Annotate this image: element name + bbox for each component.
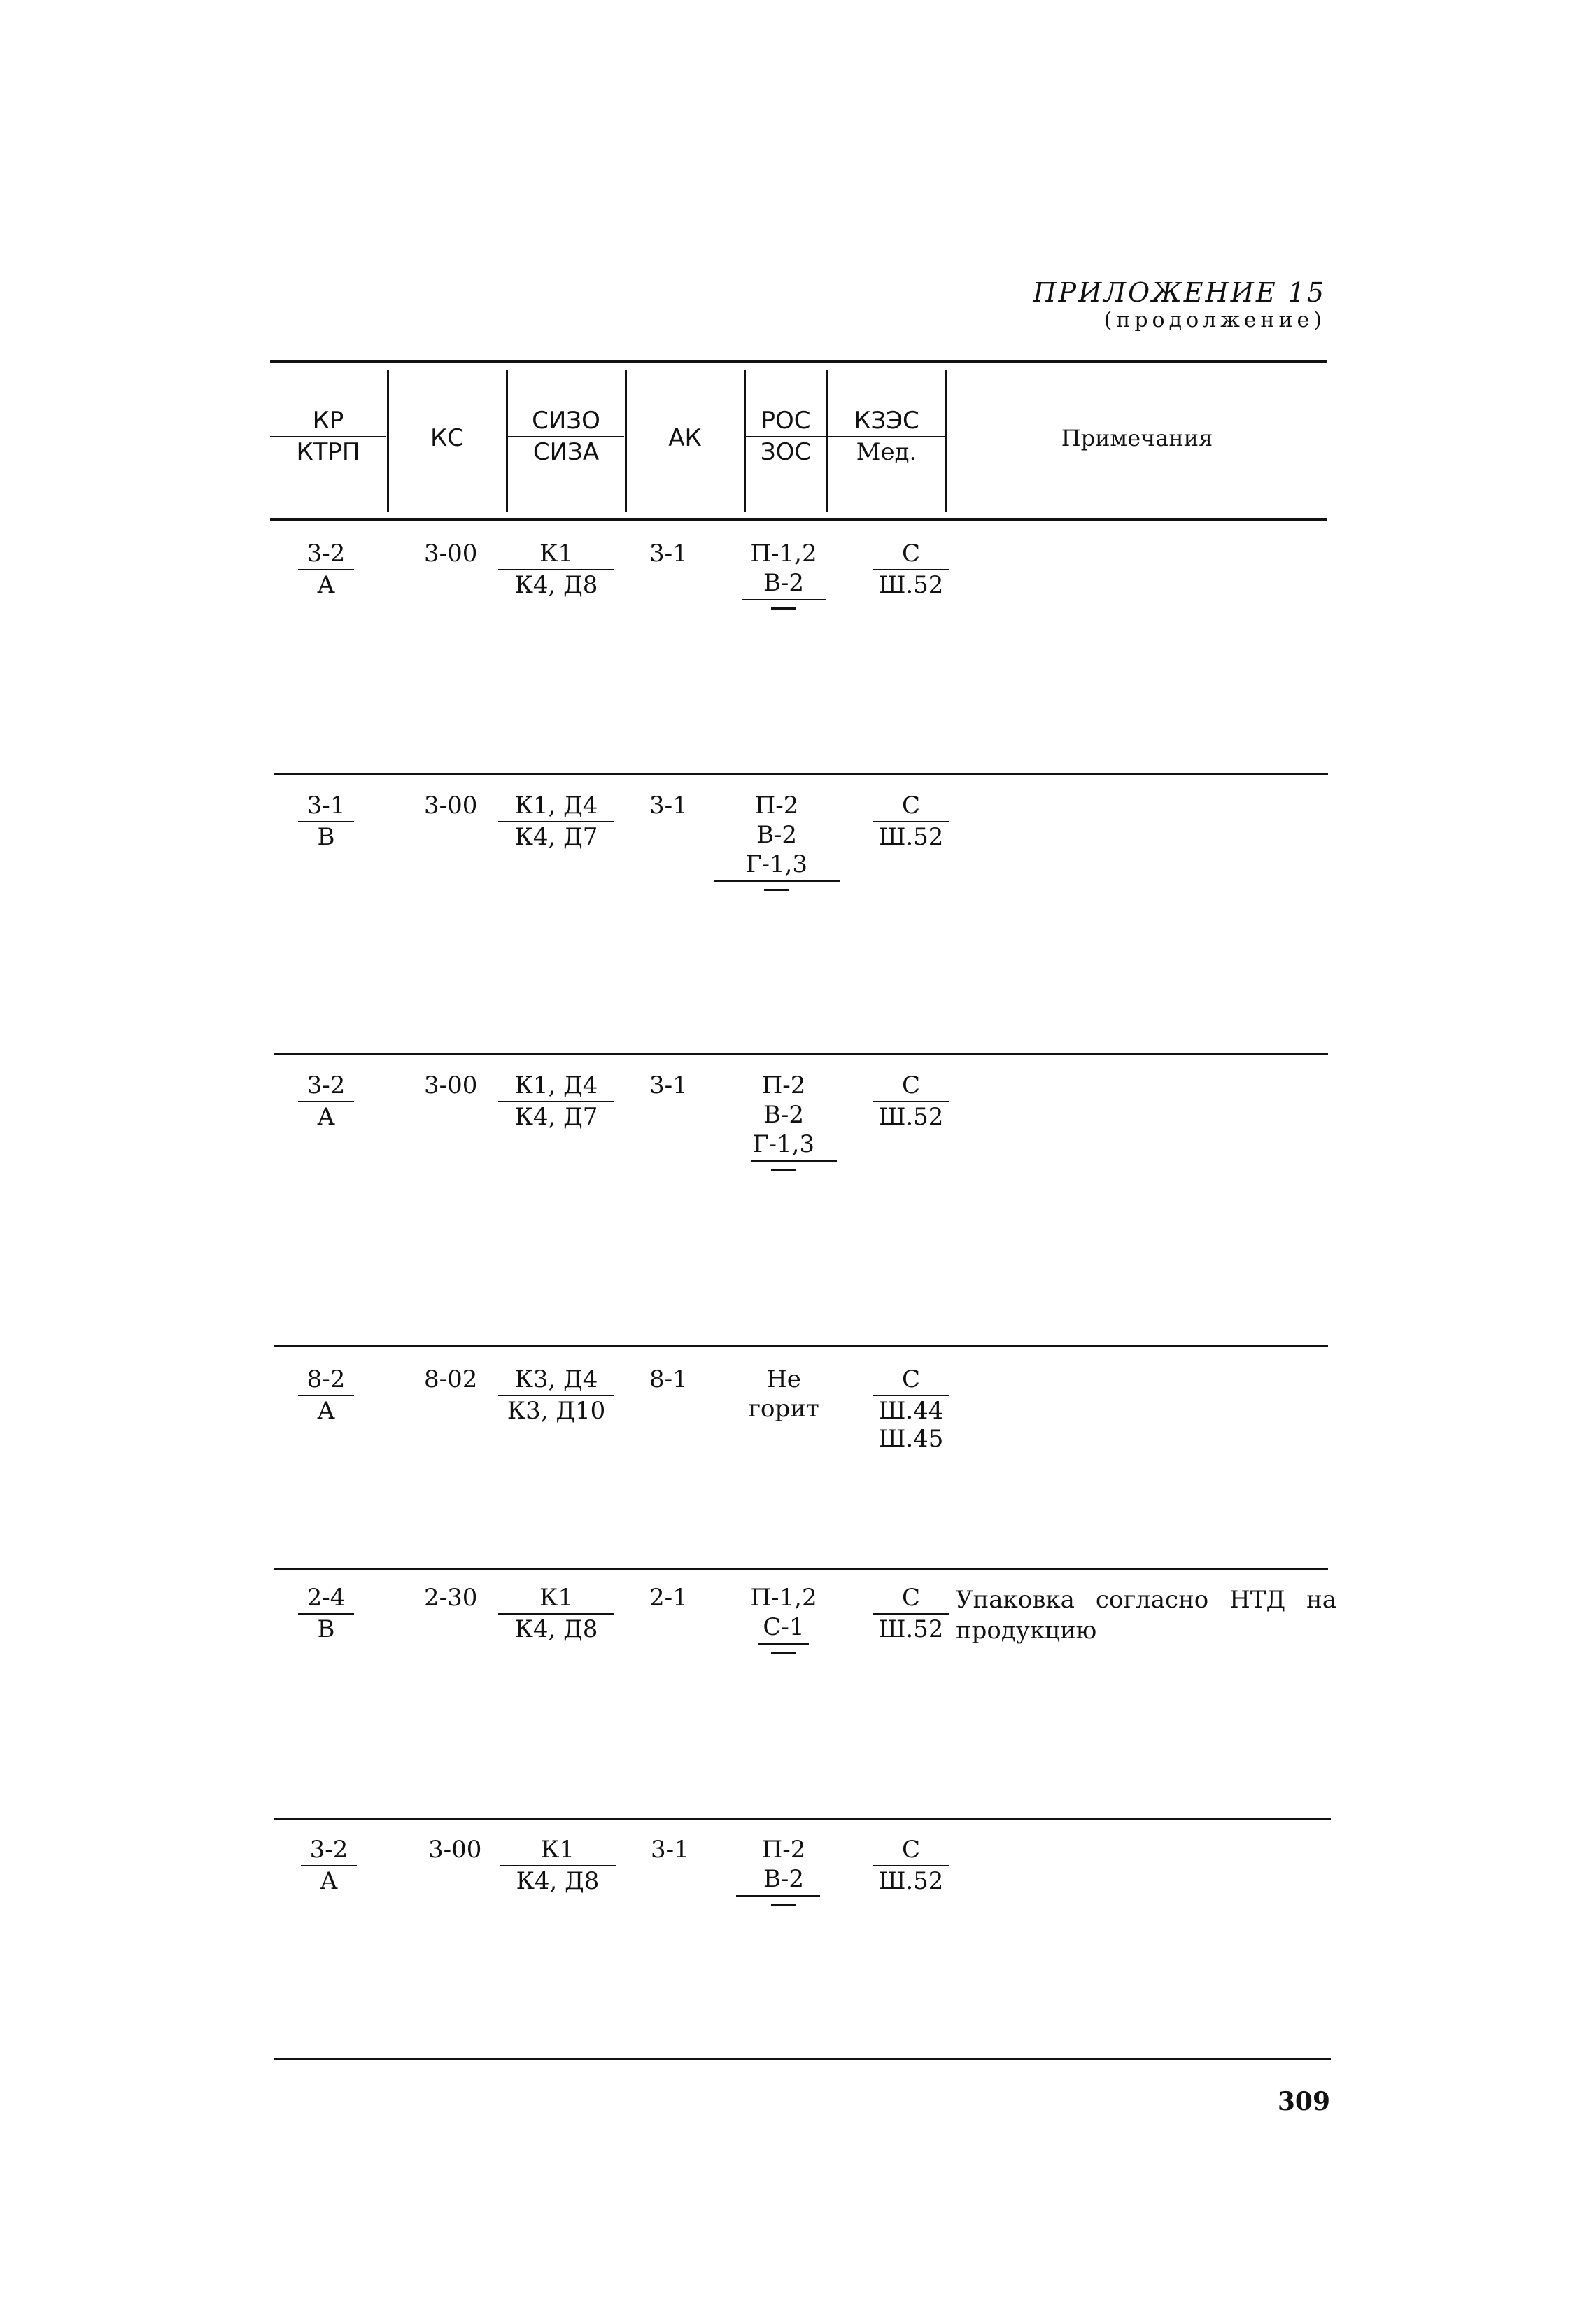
- row-2-kr-ktrp: [298, 791, 354, 851]
- fraction-bar: [508, 436, 624, 437]
- fraction-bar: [498, 1101, 614, 1102]
- row-3-ros-zos: [728, 1071, 840, 1171]
- ktrp-value: А: [317, 1103, 335, 1131]
- row-2-sizo-siza: [498, 791, 614, 851]
- ros-value: Г-1,3: [752, 1130, 815, 1158]
- header-bottom-rule: [270, 518, 1327, 521]
- fraction-bar: [498, 569, 614, 570]
- header-notes: Примечания: [1061, 425, 1213, 451]
- row-4-ros: [728, 1365, 840, 1423]
- ktrp-value: А: [317, 1397, 335, 1425]
- row-3-sizo-siza: [498, 1071, 614, 1131]
- table-top-rule: [270, 360, 1327, 363]
- row-1-kr-ktrp: [298, 539, 354, 599]
- med-value: Ш.52: [878, 823, 944, 851]
- row-5-ak: 2-1: [649, 1584, 688, 1612]
- zos-dash: [771, 1652, 796, 1654]
- header-kr: [270, 406, 386, 466]
- row-3-kzes-med: [873, 1071, 949, 1131]
- fraction-bar: [498, 1395, 614, 1396]
- header-med-label: Мед.: [856, 438, 917, 466]
- siza-value: К4, Д8: [514, 571, 598, 599]
- ktrp-value: А: [320, 1867, 338, 1895]
- header-siza-label: СИЗА: [532, 438, 600, 466]
- header-kzes: [828, 406, 945, 466]
- fraction-bar: [298, 821, 354, 822]
- row-1-ks: 3-00: [424, 540, 478, 568]
- sizo-value: К1, Д4: [514, 1071, 598, 1099]
- sizo-value: К1: [539, 1584, 573, 1612]
- ros-value: Не: [766, 1365, 801, 1393]
- kr-value: 3-1: [306, 792, 346, 820]
- header-ak: АК: [668, 424, 702, 452]
- row-4-ak: 8-1: [649, 1365, 688, 1393]
- row-separator: [274, 1345, 1328, 1347]
- row-6-ks: 3-00: [428, 1836, 482, 1864]
- siza-value: К4, Д7: [514, 1103, 598, 1131]
- header-ros: [746, 406, 826, 466]
- fraction-bar: [873, 569, 949, 570]
- ros-value: В-2: [763, 1101, 805, 1129]
- siza-value: К3, Д10: [507, 1397, 606, 1425]
- row-1-ak: 3-1: [649, 540, 688, 568]
- kr-value: 2-4: [306, 1584, 346, 1612]
- kzes-value: С: [901, 1071, 920, 1099]
- header-zos-label: ЗОС: [760, 438, 812, 466]
- row-6-kr-ktrp: [301, 1835, 357, 1895]
- ros-value: П-2: [754, 792, 799, 820]
- ros-value: П-1,2: [750, 540, 817, 568]
- row-separator: [274, 1053, 1328, 1055]
- row-2-ros-zos: [714, 791, 840, 891]
- kzes-value: С: [901, 1836, 920, 1864]
- ros-value: В-2: [756, 821, 798, 849]
- row-3-ks: 3-00: [424, 1071, 478, 1099]
- table-bottom-rule: [274, 2058, 1331, 2060]
- med-value: Ш.52: [878, 1867, 944, 1895]
- row-4-kzes-med: [873, 1365, 949, 1453]
- row-separator: [274, 773, 1328, 775]
- med-value: Ш.45: [878, 1425, 944, 1453]
- fraction-bar: [742, 599, 826, 600]
- kzes-value: С: [901, 540, 920, 568]
- fraction-bar: [498, 1613, 614, 1615]
- header-ros-label: РОС: [761, 407, 811, 435]
- fraction-bar: [301, 1865, 357, 1866]
- row-1-ros-zos: [728, 539, 840, 610]
- med-value: Ш.52: [878, 1103, 944, 1131]
- row-5-kr-ktrp: [298, 1583, 354, 1643]
- med-value: Ш.44: [878, 1397, 944, 1425]
- siza-value: К4, Д8: [514, 1615, 598, 1643]
- appendix-title: ПРИЛОЖЕНИЕ 15: [1033, 277, 1326, 308]
- zos-dash: [771, 607, 796, 610]
- kr-value: 3-2: [306, 540, 346, 568]
- fraction-bar: [498, 821, 614, 822]
- row-separator: [274, 1818, 1331, 1820]
- ros-value: В-2: [763, 569, 805, 597]
- fraction-bar: [873, 1865, 949, 1866]
- header-kr-label: КР: [312, 407, 344, 435]
- row-4-kr-ktrp: [298, 1365, 354, 1425]
- ros-value: П-1,2: [750, 1584, 817, 1612]
- row-separator: [274, 1568, 1328, 1570]
- row-2-kzes-med: [873, 791, 949, 851]
- ros-value: С-1: [763, 1613, 805, 1641]
- row-4-ks: 8-02: [424, 1365, 478, 1393]
- row-1-sizo-siza: [498, 539, 614, 599]
- kr-value: 3-2: [309, 1836, 348, 1864]
- row-2-ks: 3-00: [424, 792, 478, 820]
- fraction-bar: [298, 1395, 354, 1396]
- siza-value: К4, Д8: [516, 1867, 600, 1895]
- row-6-kzes-med: [873, 1835, 949, 1895]
- ktrp-value: А: [317, 571, 335, 599]
- header-ktrp-label: КТРП: [296, 438, 360, 466]
- ros-value: П-2: [761, 1071, 806, 1099]
- fraction-bar: [873, 1395, 949, 1396]
- row-2-ak: 3-1: [649, 792, 688, 820]
- ros-value: П-2: [761, 1836, 806, 1864]
- fraction-bar: [758, 1643, 809, 1645]
- row-1-kzes-med: [873, 539, 949, 599]
- med-value: Ш.52: [878, 571, 944, 599]
- appendix-subtitle: (продолжение): [1103, 308, 1326, 332]
- sizo-value: К3, Д4: [514, 1365, 598, 1393]
- row-5-sizo-siza: [498, 1583, 614, 1643]
- row-6-ak: 3-1: [651, 1836, 689, 1864]
- fraction-bar: [270, 436, 386, 437]
- fraction-bar: [298, 569, 354, 570]
- kr-value: 3-2: [306, 1071, 346, 1099]
- row-6-ros-zos: [728, 1835, 840, 1906]
- row-5-note: Упаковка согласно НТД на продукцию: [956, 1586, 1336, 1645]
- fraction-bar: [873, 1101, 949, 1102]
- sizo-value: К1: [539, 540, 573, 568]
- ros-value: Г-1,3: [745, 850, 808, 878]
- page-number: 309: [1277, 2087, 1330, 2116]
- fraction-bar: [828, 436, 945, 437]
- med-value: Ш.52: [878, 1615, 944, 1643]
- kzes-value: С: [901, 792, 920, 820]
- row-4-sizo-siza: [498, 1365, 614, 1425]
- kr-value: 8-2: [306, 1365, 346, 1393]
- siza-value: К4, Д7: [514, 823, 598, 851]
- ros-value: В-2: [763, 1865, 805, 1893]
- ktrp-value: В: [317, 823, 335, 851]
- row-6-sizo-siza: [500, 1835, 616, 1895]
- row-3-ak: 3-1: [649, 1071, 688, 1099]
- fraction-bar: [736, 1895, 820, 1897]
- fraction-bar: [714, 880, 840, 882]
- zos-dash: [771, 1904, 796, 1906]
- row-3-kr-ktrp: [298, 1071, 354, 1131]
- fraction-bar: [500, 1865, 616, 1866]
- fraction-bar: [873, 1613, 949, 1615]
- ktrp-value: В: [317, 1615, 335, 1643]
- header-ks: КС: [430, 424, 464, 452]
- row-5-ros-zos: [728, 1583, 840, 1654]
- header-kzes-label: КЗЭС: [854, 407, 919, 435]
- row-5-ks: 2-30: [424, 1584, 478, 1612]
- kzes-value: С: [901, 1365, 920, 1393]
- header-sizo: [508, 406, 624, 466]
- fraction-bar: [298, 1101, 354, 1102]
- zos-dash: [764, 889, 789, 891]
- ros-value: горит: [748, 1395, 819, 1423]
- fraction-bar: [298, 1613, 354, 1615]
- fraction-bar: [746, 436, 826, 437]
- sizo-value: К1: [541, 1836, 574, 1864]
- kzes-value: С: [901, 1584, 920, 1612]
- row-5-kzes-med: [873, 1583, 949, 1643]
- fraction-bar: [873, 821, 949, 822]
- header-sizo-label: СИЗО: [532, 407, 600, 435]
- sizo-value: К1, Д4: [514, 792, 598, 820]
- zos-dash: [771, 1169, 796, 1171]
- fraction-bar: [751, 1160, 837, 1162]
